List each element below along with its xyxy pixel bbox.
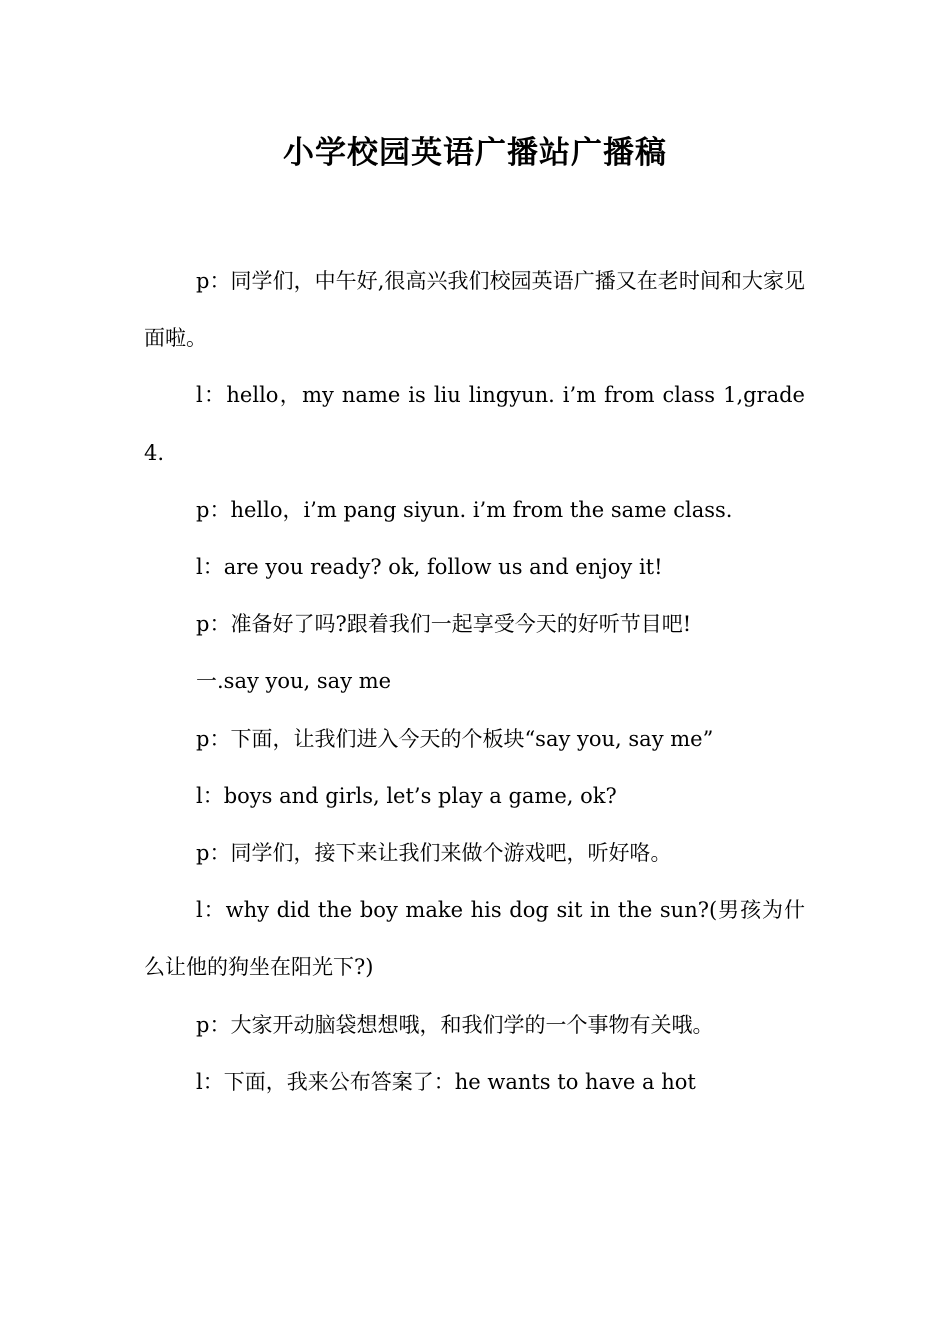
paragraph-2: l：hello，my name is liu lingyun. i’m from class 1,grade4.	[144, 383, 805, 465]
paragraph-8: l：boys and girls, let’s play a game, ok?	[196, 783, 617, 808]
paragraph-7: p：下面，让我们进入今天的个板块“say you, say me”	[196, 726, 714, 751]
paragraph-11: p：大家开动脑袋想想哦，和我们学的一个事物有关哦。	[196, 1012, 714, 1037]
paragraph-9: p：同学们，接下来让我们来做个游戏吧，听好咯。	[196, 841, 672, 866]
paragraph-4: l：are you ready? ok, follow us and enjoy it!	[196, 555, 663, 580]
paragraph-5: p：准备好了吗?跟着我们一起享受今天的好听节目吧!	[196, 612, 692, 637]
section-heading: 一.say you, say me	[196, 669, 392, 694]
paragraph-3: p：hello，i’m pang siyun. i’m from the same class.	[196, 497, 733, 522]
document-title: 小学校园英语广播站广播稿	[283, 135, 667, 171]
paragraph-1: p：同学们，中午好,很高兴我们校园英语广播又在老时间和大家见面啦。	[144, 269, 805, 351]
paragraph-12: l：下面，我来公布答案了：he wants to have a hot	[196, 1069, 696, 1094]
paragraph-10: l：why did the boy make his dog sit in the sun?(男孩为什么让他的狗坐在阳光下?)	[144, 898, 805, 980]
document-body	[144, 253, 805, 1111]
